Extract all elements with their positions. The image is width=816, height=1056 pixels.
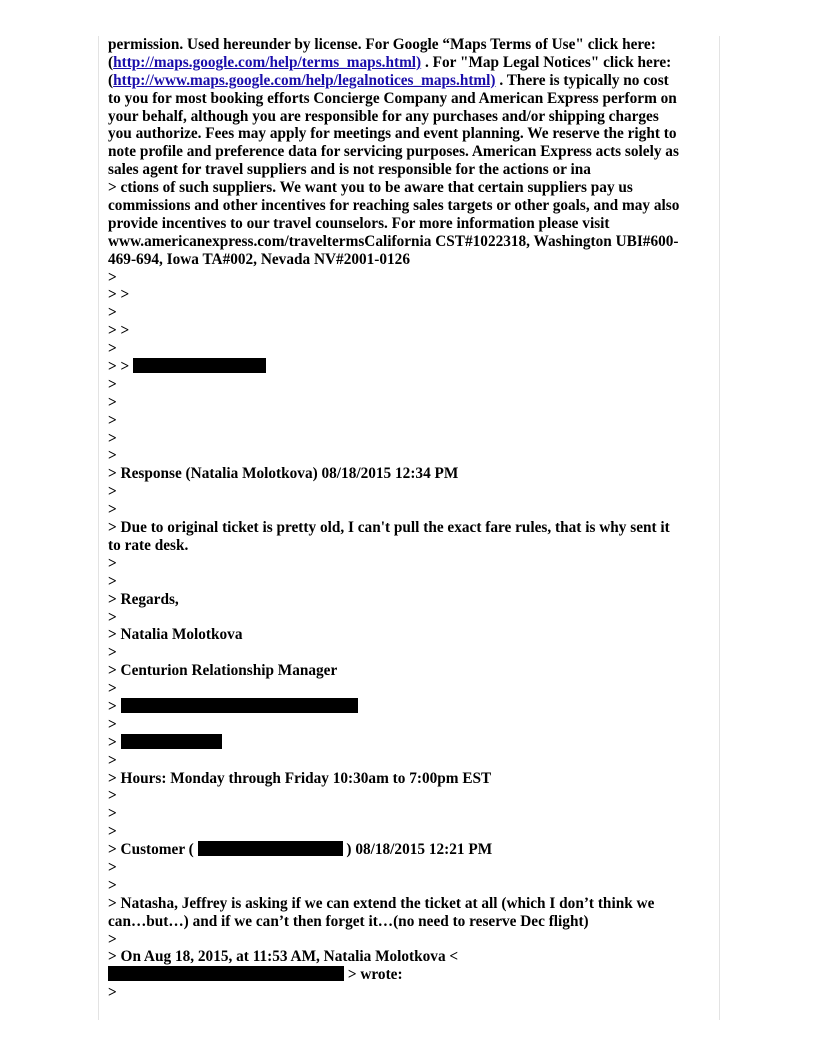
quote-marker: >	[108, 787, 117, 805]
quote-marker: >	[108, 733, 117, 751]
disclaimer-line: permission. Used hereunder by license. For Google “Maps Terms of Use" click here:	[108, 36, 656, 53]
customer-label: > Customer (	[108, 841, 194, 859]
quote-line	[108, 698, 712, 716]
disclaimer-line	[108, 72, 712, 90]
maps-terms-link[interactable]: http://maps.google.com/help/terms_maps.html)	[113, 53, 422, 71]
disclaimer-line: your behalf, although you are responsible for any purchases and/or shipping charges	[108, 107, 659, 125]
email-thread-body	[108, 36, 712, 1002]
redaction-bar	[121, 734, 222, 749]
quote-marker: >	[108, 572, 117, 590]
paren-text: (	[108, 53, 114, 71]
disclaimer-line: to you for most booking efforts Concierge Company and American Express perform on	[108, 89, 677, 107]
quote-marker: >	[108, 984, 117, 1002]
quote-marker: > >	[108, 322, 130, 340]
quote-marker: >	[108, 805, 117, 823]
signature-title: > Centurion Relationship Manager	[108, 662, 338, 680]
on-date-line: > On Aug 18, 2015, at 11:53 AM, Natalia Molotkova <	[108, 948, 459, 966]
quote-line	[108, 358, 712, 376]
redaction-bar	[121, 698, 358, 713]
disclaimer-line: > ctions of such suppliers. We want you to be aware that certain suppliers pay us	[108, 179, 633, 197]
disclaimer-line: 469-694, Iowa TA#002, Nevada NV#2001-0126	[108, 250, 410, 268]
quote-marker: >	[108, 483, 117, 501]
quote-marker: >	[108, 429, 117, 447]
right-margin-rule	[719, 36, 720, 1020]
quote-marker: >	[108, 644, 117, 662]
quote-marker: >	[108, 751, 117, 769]
quote-marker: >	[108, 268, 117, 286]
signature-hours: > Hours: Monday through Friday 10:30am to 7:00pm EST	[108, 769, 492, 787]
customer-body-line: > Natasha, Jeffrey is asking if we can extend the ticket at all (which I don’t think we	[108, 894, 655, 912]
quote-marker: >	[108, 340, 117, 358]
quote-marker: >	[108, 930, 117, 948]
wrote-text: > wrote:	[344, 966, 403, 984]
quote-marker: >	[108, 715, 117, 733]
quote-marker: >	[108, 304, 117, 322]
quote-marker: >	[108, 447, 117, 465]
disclaimer-line: commissions and other incentives for reaching sales targets or other goals, and may also	[108, 197, 680, 215]
paren-text: (	[108, 71, 114, 89]
quote-marker: > >	[108, 358, 130, 376]
wrote-line	[108, 966, 712, 984]
response-header: > Response (Natalia Molotkova) 08/18/2015 12:34 PM	[108, 465, 459, 483]
quote-marker: >	[108, 823, 117, 841]
redaction-bar	[108, 966, 344, 981]
quote-marker: >	[108, 697, 117, 715]
quote-marker: >	[108, 393, 117, 411]
disclaimer-line: you authorize. Fees may apply for meetings and event planning. We reserve the right to	[108, 125, 677, 143]
quote-marker: >	[108, 680, 117, 698]
customer-body-line: can…but…) and if we can’t then forget it…(no need to reserve Dec flight)	[108, 912, 589, 930]
quote-marker: >	[108, 554, 117, 572]
quote-marker: >	[108, 858, 117, 876]
quote-line	[108, 734, 712, 752]
disclaimer-line: www.americanexpress.com/traveltermsCalifornia CST#1022318, Washington UBI#600-	[108, 232, 679, 250]
quote-marker: >	[108, 608, 117, 626]
response-body-line: to rate desk.	[108, 536, 189, 554]
disclaimer-text: . For "Map Legal Notices" click here:	[421, 53, 672, 71]
redaction-bar	[133, 358, 266, 373]
quote-marker: >	[108, 876, 117, 894]
signature-name: > Natalia Molotkova	[108, 626, 243, 644]
disclaimer-line: sales agent for travel suppliers and is not responsible for the actions or ina	[108, 161, 591, 179]
disclaimer-line: provide incentives to our travel counselors. For more information please visit	[108, 214, 610, 232]
legal-notices-link[interactable]: http://www.maps.google.com/help/legalnotices_maps.html)	[113, 71, 496, 89]
response-body-line: > Due to original ticket is pretty old, I can't pull the exact fare rules, that is why sent it	[108, 519, 670, 537]
disclaimer-line: note profile and preference data for servicing purposes. American Express acts solely as	[108, 143, 679, 161]
disclaimer-text: . There is typically no cost	[495, 71, 669, 89]
redaction-bar	[198, 841, 343, 856]
quote-marker: >	[108, 375, 117, 393]
disclaimer-line	[108, 54, 712, 72]
customer-header	[108, 841, 712, 859]
signature-regards: > Regards,	[108, 590, 179, 608]
quote-marker: >	[108, 411, 117, 429]
quote-marker: >	[108, 501, 117, 519]
quote-marker: > >	[108, 286, 130, 304]
customer-timestamp: ) 08/18/2015 12:21 PM	[342, 841, 493, 859]
left-margin-rule	[98, 36, 99, 1020]
